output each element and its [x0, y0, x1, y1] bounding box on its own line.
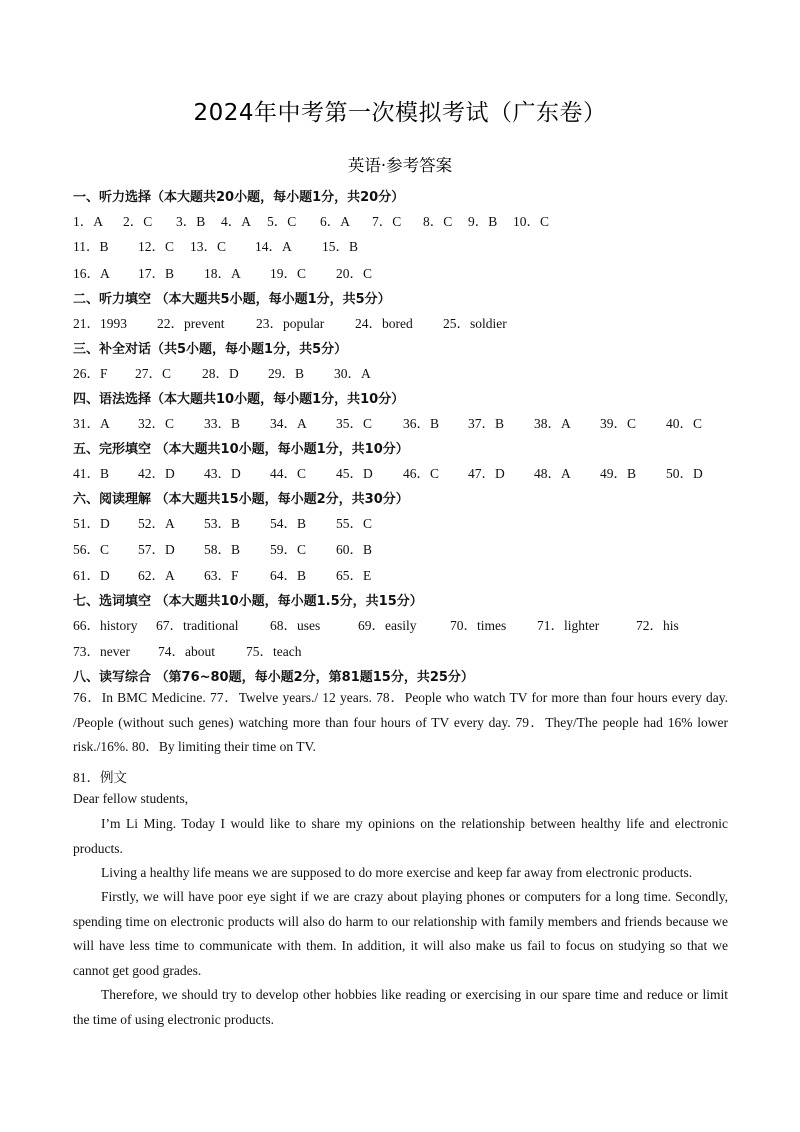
answer-item: 54．B — [270, 516, 307, 531]
answer-item: 29．B — [268, 366, 305, 381]
answer-item: 7．C — [372, 214, 402, 229]
answer-item: 49．B — [600, 466, 637, 481]
answer-item: 19．C — [270, 266, 307, 281]
page-title: 2024年中考第一次模拟考试（广东卷） — [193, 100, 607, 126]
answer-item: 2．C — [123, 214, 153, 229]
answer-item: 45．D — [336, 466, 373, 481]
section-heading: 二、听力填空 （本大题共5小题，每小题1分，共5分） — [73, 292, 391, 307]
short-answers: 76．In BMC Medicine. 77．Twelve years./ 12 years. 78．People who watch TV for more than four hours every day. /People (without such genes) watching more than four hours of TV every day. 79．They/The people had 16% lower risk./16%. 80．By limiting their time on TV. — [73, 690, 728, 755]
answer-item: 67．traditional — [156, 618, 239, 633]
answer-item: 30．A — [334, 366, 371, 381]
answer-item: 42．D — [138, 466, 175, 481]
answer-item: 17．B — [138, 266, 175, 281]
answer-item: 21．1993 — [73, 316, 127, 331]
section-heading: 四、语法选择（本大题共10小题，每小题1分，共10分） — [73, 392, 405, 407]
answer-item: 24．bored — [355, 316, 413, 331]
section-heading: 七、选词填空 （本大题共10小题，每小题1.5分，共15分） — [73, 594, 423, 609]
answer-item: 60．B — [336, 542, 373, 557]
answer-item: 53．B — [204, 516, 241, 531]
answer-item: 39．C — [600, 416, 637, 431]
answer-item: 46．C — [403, 466, 440, 481]
answer-item: 74．about — [158, 644, 215, 659]
answer-item: 51．D — [73, 516, 110, 531]
answer-item: 69．easily — [358, 618, 417, 633]
answer-item: 12．C — [138, 239, 175, 254]
answer-item: 59．C — [270, 542, 307, 557]
answer-item: 55．C — [336, 516, 373, 531]
answer-item: 11．B — [73, 239, 109, 254]
answer-item: 75．teach — [246, 644, 302, 659]
answer-item: 18．A — [204, 266, 241, 281]
answer-item: 72．his — [636, 618, 679, 633]
answer-item: 16．A — [73, 266, 110, 281]
answer-item: 48．A — [534, 466, 571, 481]
essay-label: 81．例文 — [73, 770, 127, 785]
answer-item: 9．B — [468, 214, 498, 229]
page-subtitle: 英语·参考答案 — [347, 156, 453, 175]
answer-item: 40．C — [666, 416, 703, 431]
answer-item: 22．prevent — [157, 316, 225, 331]
answer-item: 56．C — [73, 542, 110, 557]
essay-paragraph: Therefore, we should try to develop other hobbies like reading or exercising in our spare time and reduce or limit the time of using electronic products. — [73, 987, 728, 1027]
answer-item: 43．D — [204, 466, 241, 481]
answer-item: 10．C — [513, 214, 550, 229]
answer-item: 27．C — [135, 366, 172, 381]
answer-item: 35．C — [336, 416, 373, 431]
answer-item: 44．C — [270, 466, 307, 481]
section-heading: 五、完形填空 （本大题共10小题，每小题1分，共10分） — [73, 442, 409, 457]
answer-item: 57．D — [138, 542, 175, 557]
answer-item: 14．A — [255, 239, 292, 254]
answer-item: 62．A — [138, 568, 175, 583]
answer-item: 25．soldier — [443, 316, 507, 331]
answer-item: 38．A — [534, 416, 571, 431]
answer-item: 71．lighter — [537, 618, 600, 633]
answer-item: 5．C — [267, 214, 297, 229]
answer-item: 37．B — [468, 416, 505, 431]
section-heading: 一、听力选择（本大题共20小题，每小题1分，共20分） — [73, 190, 405, 205]
answer-item: 13．C — [190, 239, 227, 254]
answer-item: 34．A — [270, 416, 307, 431]
answer-item: 66．history — [73, 618, 138, 633]
answer-item: 41．B — [73, 466, 110, 481]
answer-item: 61．D — [73, 568, 110, 583]
essay-paragraph: Firstly, we will have poor eye sight if we are crazy about playing phones or computers for a long time. Secondly, spending time on electronic products will also do harm to our relationship with family members and friends because we will have less time to communicate with them. In addition, it will also make us fail to focus on studying so that we cannot get good grades. — [73, 889, 728, 978]
essay-paragraph: Living a healthy life means we are supposed to do more exercise and keep far away from electronic products. — [101, 865, 693, 880]
answer-item: 4．A — [221, 214, 251, 229]
answer-item: 50．D — [666, 466, 703, 481]
answer-item: 20．C — [336, 266, 373, 281]
answer-item: 28．D — [202, 366, 239, 381]
essay-paragraph: I’m Li Ming. Today I would like to share my opinions on the relationship between healthy life and electronic products. — [73, 816, 728, 856]
essay-salutation: Dear fellow students, — [73, 791, 189, 806]
answer-item: 15．B — [322, 239, 359, 254]
answer-item: 8．C — [423, 214, 453, 229]
answer-item: 3．B — [176, 214, 206, 229]
answer-item: 1．A — [73, 214, 103, 229]
answer-item: 36．B — [403, 416, 440, 431]
answer-item: 33．B — [204, 416, 241, 431]
answer-item: 52．A — [138, 516, 175, 531]
answer-item: 26．F — [73, 366, 108, 381]
answer-item: 70．times — [450, 618, 507, 633]
answer-item: 32．C — [138, 416, 175, 431]
answer-item: 23．popular — [256, 316, 325, 331]
answer-item: 68．uses — [270, 618, 321, 633]
answer-item: 64．B — [270, 568, 307, 583]
answer-item: 58．B — [204, 542, 241, 557]
section-heading: 六、阅读理解 （本大题共15小题，每小题2分，共30分） — [73, 492, 409, 507]
section-heading: 八、读写综合 （第76~80题，每小题2分，第81题15分，共25分） — [73, 670, 474, 685]
answer-item: 47．D — [468, 466, 505, 481]
answer-item: 6．A — [320, 214, 350, 229]
section-heading: 三、补全对话（共5小题，每小题1分，共5分） — [73, 342, 348, 357]
answer-item: 63．F — [204, 568, 239, 583]
answer-item: 31．A — [73, 416, 110, 431]
answer-item: 65．E — [336, 568, 372, 583]
answer-item: 73．never — [73, 644, 130, 659]
